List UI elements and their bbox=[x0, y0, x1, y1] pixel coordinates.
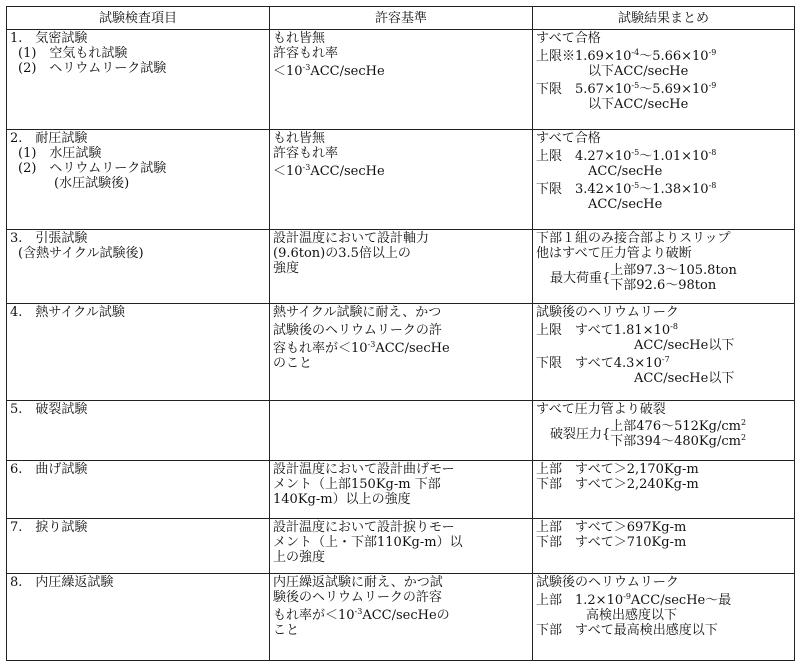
criteria-cell bbox=[270, 574, 533, 661]
summary-line: 以下ACC/secHe bbox=[588, 97, 689, 112]
item-line: 7. 捩り試験 bbox=[10, 520, 88, 535]
burst-pressure-group bbox=[536, 419, 791, 449]
summary-cell bbox=[533, 304, 795, 401]
criteria-line: 140Kg-m）以上の強度 bbox=[273, 492, 411, 507]
criteria-cell bbox=[270, 401, 533, 461]
item-cell bbox=[7, 401, 270, 461]
summary-line: ACC/secHe以下 bbox=[634, 371, 735, 386]
summary-line: 高検出感度以下 bbox=[586, 608, 678, 623]
burst-pressure-lower: 下部$394\sim 480Kg/cm^2$ bbox=[610, 433, 747, 449]
summary-line: すべて合格 bbox=[536, 31, 601, 46]
item-line: 5. 破裂試験 bbox=[10, 402, 88, 417]
summary-line: 上限$※1.69\times 10^{-4}\sim 5.66\times 10^{-9}$ bbox=[536, 48, 717, 64]
summary-line: 下限 すべて$4.3\times 10^{-7}$ bbox=[536, 355, 670, 371]
summary-line: ACC/secHe bbox=[588, 164, 663, 179]
summary-line: ACC/secHe以下 bbox=[634, 338, 735, 353]
summary-line: 上部 すべて＞697Kg-m bbox=[536, 520, 687, 535]
max-load-group bbox=[536, 263, 791, 293]
criteria-line: メント（上部150Kg-m 下部 bbox=[273, 477, 441, 492]
criteria-line: もれ皆無 bbox=[273, 31, 326, 46]
table-row bbox=[7, 461, 795, 519]
summary-line: 下部 すべて最高検出感度以下 bbox=[536, 623, 718, 638]
item-line: 4. 熱サイクル試験 bbox=[10, 305, 125, 320]
table-row bbox=[7, 304, 795, 401]
summary-cell bbox=[533, 574, 795, 661]
summary-line: 下部１組のみ接合部よりスリップ bbox=[536, 231, 731, 246]
summary-cell bbox=[533, 461, 795, 519]
table-row bbox=[7, 574, 795, 661]
header-item: 試験検査項目 bbox=[7, 7, 270, 30]
header-row bbox=[7, 7, 795, 30]
max-load-lower: 下部92.6～98ton bbox=[610, 278, 717, 293]
item-line: (含熱サイクル試験後) bbox=[18, 246, 144, 261]
criteria-line: 強度 bbox=[273, 261, 300, 276]
criteria-line: 設計温度において設計軸力 bbox=[273, 231, 430, 246]
summary-line: 下限 $3.42\times 10^{-5}\sim 1.38\times 10^{-8}$ bbox=[536, 181, 717, 197]
item-cell bbox=[7, 574, 270, 661]
summary-line: 下部 すべて＞2,240Kg-m bbox=[536, 477, 699, 492]
criteria-cell bbox=[270, 230, 533, 304]
item-line: (2) ヘリウムリーク試験 bbox=[18, 161, 167, 176]
criteria-line: 内圧繰返試験に耐え、かつ試 bbox=[273, 575, 443, 590]
summary-line: 上限 $4.27\times 10^{-5}\sim 1.01\times 10^{-8}$ bbox=[536, 148, 717, 164]
item-cell bbox=[7, 461, 270, 519]
burst-pressure-label: 破裂圧力{ bbox=[550, 426, 611, 442]
criteria-line: 設計温度において設計曲げモー bbox=[273, 462, 455, 477]
item-cell bbox=[7, 304, 270, 401]
item-line: (2) ヘリウムリーク試験 bbox=[18, 61, 167, 76]
criteria-cell bbox=[270, 30, 533, 130]
item-line: (1) 水圧試験 bbox=[18, 146, 102, 161]
summary-line: 他はすべて圧力管より破断 bbox=[536, 246, 692, 261]
item-line: (水圧試験後) bbox=[54, 176, 130, 191]
criteria-line: 試験後のヘリウムリークの許 bbox=[273, 323, 442, 338]
item-cell bbox=[7, 130, 270, 230]
summary-line: 上部 すべて＞2,170Kg-m bbox=[536, 462, 699, 477]
header-summary: 試験結果まとめ bbox=[533, 7, 795, 30]
item-line: (1) 空気もれ試験 bbox=[18, 46, 128, 61]
criteria-line: メント（上・下部110Kg-m）以 bbox=[273, 535, 463, 550]
test-results-table bbox=[6, 6, 795, 661]
summary-line: 上部 $1.2\times 10^{-9}ACC/secHe\sim$最 bbox=[536, 592, 732, 608]
criteria-line: $<10^{-3}ACC$/secHe bbox=[273, 63, 385, 79]
criteria-line: 容もれ率が$<10^{-3}ACC$/secHe bbox=[273, 340, 450, 356]
summary-line: ACC/secHe bbox=[588, 197, 663, 212]
item-line: 8. 内圧繰返試験 bbox=[10, 575, 114, 590]
table-row bbox=[7, 401, 795, 461]
criteria-line: のこと bbox=[273, 356, 313, 371]
criteria-line: もれ率が$<10^{-3}ACC$/secHeの bbox=[273, 607, 450, 623]
criteria-cell bbox=[270, 304, 533, 401]
summary-line: 試験後のヘリウムリーク bbox=[536, 575, 679, 590]
summary-line: 下部 すべて＞710Kg-m bbox=[536, 535, 687, 550]
item-line: 6. 曲げ試験 bbox=[10, 462, 88, 477]
summary-line: すべて合格 bbox=[536, 131, 601, 146]
criteria-line: $<10^{-3}ACC$/secHe bbox=[273, 163, 385, 179]
item-line: 2. 耐圧試験 bbox=[10, 131, 88, 146]
max-load-upper: 上部97.3～105.8ton bbox=[610, 263, 737, 278]
criteria-line: (9.6ton)の3.5倍以上の bbox=[273, 246, 411, 261]
summary-cell bbox=[533, 401, 795, 461]
summary-line: 以下ACC/secHe bbox=[588, 64, 689, 79]
criteria-cell bbox=[270, 519, 533, 574]
criteria-line: 許容もれ率 bbox=[273, 146, 339, 161]
summary-cell bbox=[533, 230, 795, 304]
summary-line: 試験後のヘリウムリーク bbox=[536, 305, 679, 320]
summary-cell bbox=[533, 30, 795, 130]
criteria-line: こと bbox=[273, 623, 300, 638]
summary-line: 下限 $5.67\times 10^{-5}\sim 5.69\times 10^{-9}$ bbox=[536, 81, 717, 97]
item-cell bbox=[7, 30, 270, 130]
item-cell bbox=[7, 230, 270, 304]
criteria-line: 験後のヘリウムリークの許容 bbox=[273, 590, 442, 605]
summary-line: 上限 すべて$1.81\times 10^{-8}$ bbox=[536, 322, 678, 338]
burst-pressure-upper: 上部$476\sim 512Kg/cm^2$ bbox=[610, 418, 747, 434]
table-row bbox=[7, 230, 795, 304]
summary-cell bbox=[533, 519, 795, 574]
table-row bbox=[7, 130, 795, 230]
summary-line: すべて圧力管より破裂 bbox=[536, 402, 666, 417]
criteria-line: 熱サイクル試験に耐え、かつ bbox=[273, 305, 442, 320]
criteria-line: もれ皆無 bbox=[273, 131, 326, 146]
criteria-cell bbox=[270, 130, 533, 230]
summary-cell bbox=[533, 130, 795, 230]
max-load-label: 最大荷重{ bbox=[550, 270, 611, 286]
criteria-cell bbox=[270, 461, 533, 519]
table-row bbox=[7, 519, 795, 574]
item-cell bbox=[7, 519, 270, 574]
table-row bbox=[7, 30, 795, 130]
criteria-line: 許容もれ率 bbox=[273, 46, 339, 61]
item-line: 1. 気密試験 bbox=[10, 31, 88, 46]
item-line: 3. 引張試験 bbox=[10, 231, 88, 246]
criteria-line: 上の強度 bbox=[273, 550, 326, 565]
header-criteria: 許容基準 bbox=[270, 7, 533, 30]
criteria-line: 設計温度において設計捩りモー bbox=[273, 520, 455, 535]
